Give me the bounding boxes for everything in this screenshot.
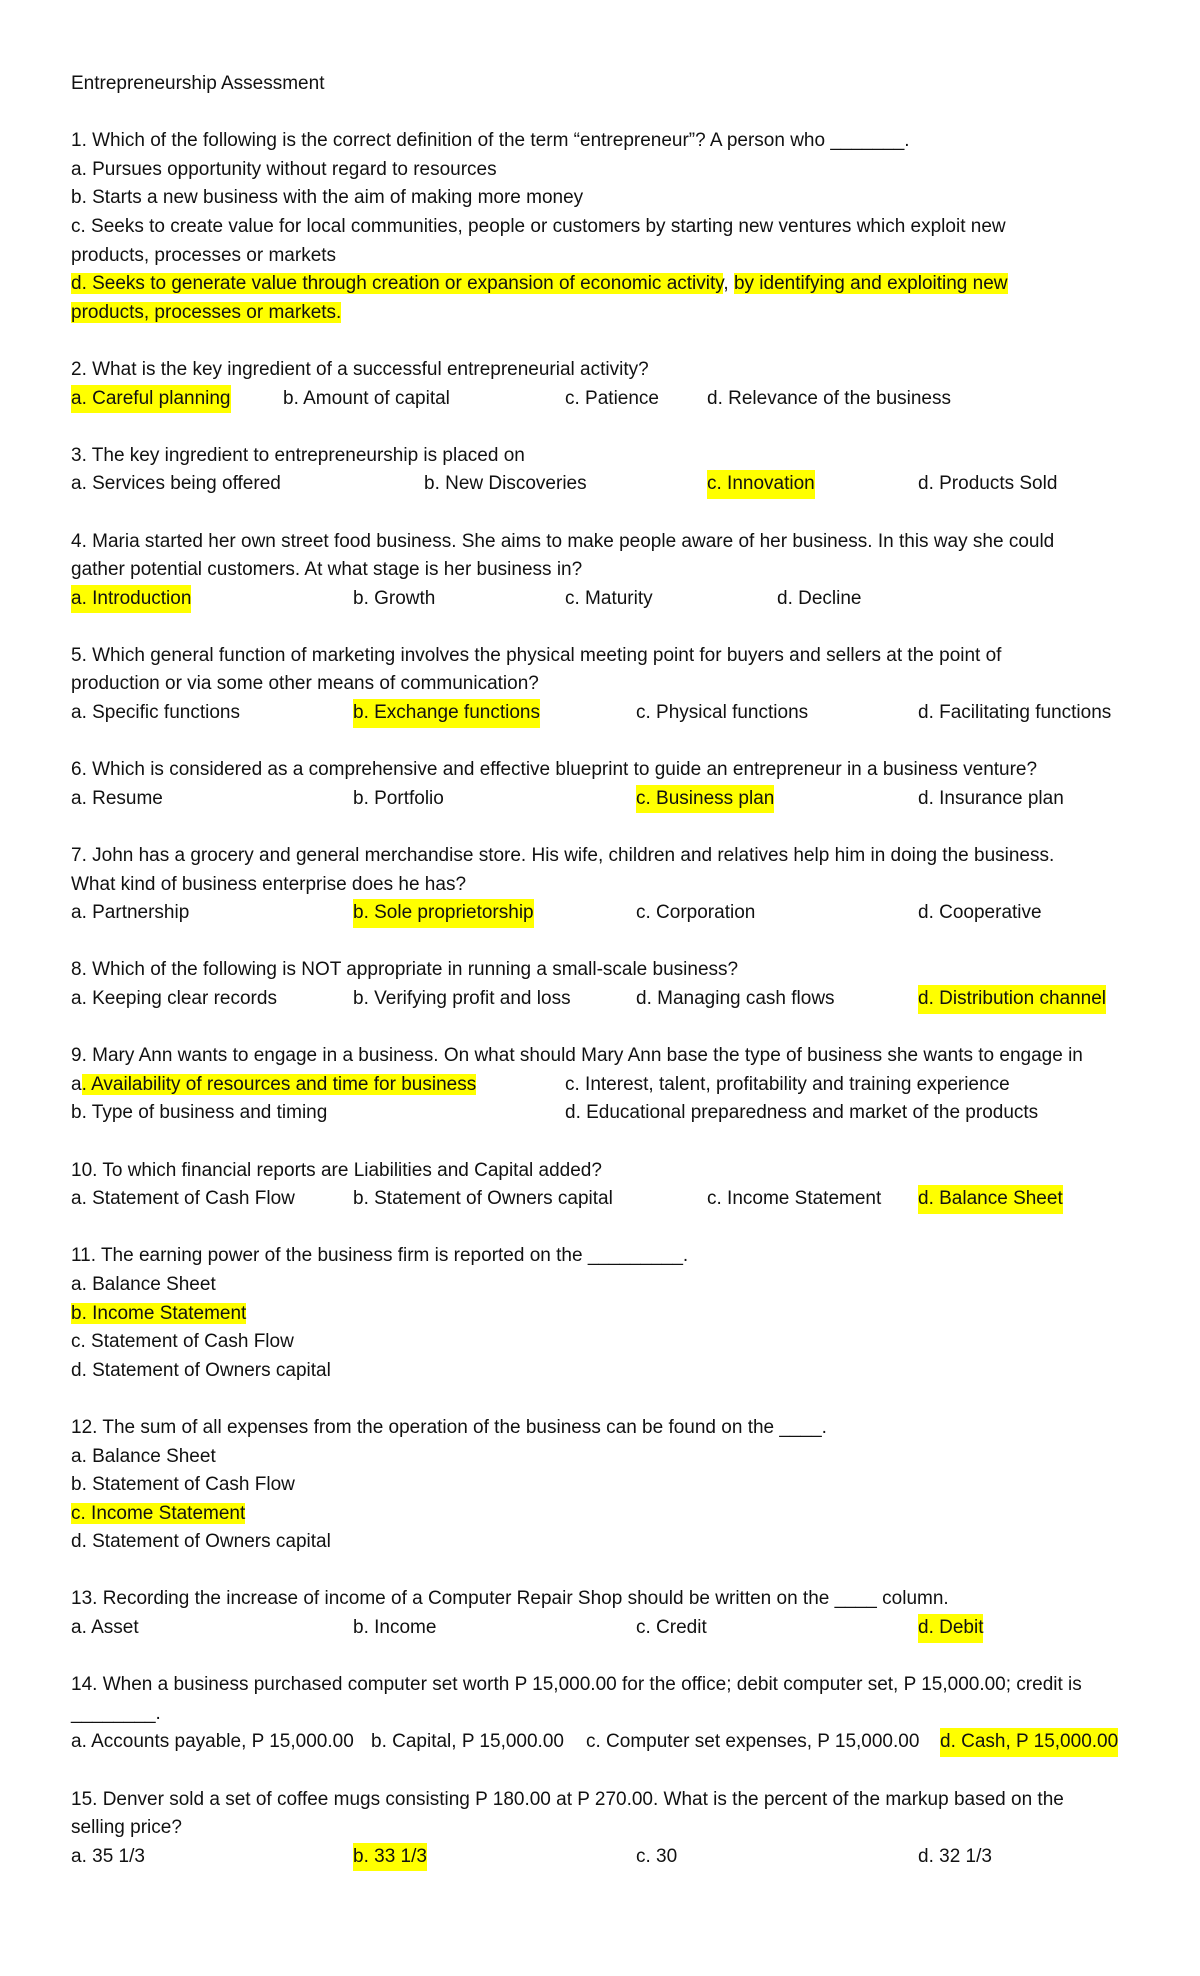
q3-option-a: a. Services being offered <box>71 473 281 495</box>
question-6: 6. Which is considered as a comprehensive and effective blueprint to guide an entrepreneur in a business venture? <box>71 759 1038 781</box>
q1-comma: , <box>723 273 729 295</box>
q3-option-d: d. Products Sold <box>918 473 1058 495</box>
question-1: 1. Which of the following is the correct definition of the term “entrepreneur”? A person who _______. <box>71 130 910 152</box>
question-4-line2: gather potential customers. At what stage is her business in? <box>71 559 583 581</box>
q1-answer-highlight: by identifying and exploiting new <box>733 273 1008 295</box>
q14-option-c: c. Computer set expenses, P 15,000.00 <box>586 1731 920 1753</box>
q15-option-c: c. 30 <box>636 1845 678 1867</box>
q8-option-b: b. Verifying profit and loss <box>353 988 571 1009</box>
q12-option-c-row <box>71 1500 1151 1529</box>
q3-option-c: c. Innovation <box>707 470 815 499</box>
question-14-line2: ________. <box>71 1702 161 1724</box>
q8-option-c: d. Managing cash flows <box>636 988 835 1009</box>
q9-option-d: d. Educational preparedness and market of the products <box>565 1102 1039 1124</box>
q1-option-d-line2 <box>71 299 1151 328</box>
q11-option-b-row <box>71 1300 1151 1329</box>
q11-option-c: c. Statement of Cash Flow <box>71 1331 294 1353</box>
q9-options-row1 <box>71 1071 1151 1100</box>
question-3: 3. The key ingredient to entrepreneurship is placed on <box>71 444 525 466</box>
q4-option-b: b. Growth <box>353 587 436 609</box>
q1-option-d-line1 <box>71 270 1151 299</box>
question-4-line1: 4. Maria started her own street food business. She aims to make people aware of her business. In this way she could <box>71 530 1055 552</box>
q6-option-a: a. Resume <box>71 787 163 809</box>
q12-option-c: c. Income Statement <box>71 1502 246 1524</box>
q6-option-d: d. Insurance plan <box>918 787 1064 809</box>
question-10: 10. To which financial reports are Liabilities and Capital added? <box>71 1159 602 1181</box>
q10-option-a: a. Statement of Cash Flow <box>71 1188 295 1210</box>
q2-option-b: b. Amount of capital <box>283 387 450 409</box>
q13-option-a: a. Asset <box>71 1617 139 1639</box>
question-14-line1: 14. When a business purchased computer set worth P 15,000.00 for the office; debit computer set, P 15,000.00; credit is <box>71 1674 1082 1696</box>
q4-option-c: c. Maturity <box>565 587 653 609</box>
q4-option-a: a. Introduction <box>71 585 191 614</box>
q15-options <box>71 1843 1151 1872</box>
question-13: 13. Recording the increase of income of a Computer Repair Shop should be written on the ____ column. <box>71 1588 949 1610</box>
q9-option-a-prefix: a <box>71 1073 82 1095</box>
q7-option-a: a. Partnership <box>71 902 190 924</box>
q9-answer-highlight: . Availability of resources and time for business <box>81 1073 477 1095</box>
q10-option-c: c. Income Statement <box>707 1188 882 1210</box>
q5-option-b: b. Exchange functions <box>353 699 540 728</box>
q7-option-c: c. Corporation <box>636 902 756 924</box>
question-2: 2. What is the key ingredient of a successful entrepreneurial activity? <box>71 358 649 380</box>
q10-option-b: b. Statement of Owners capital <box>353 1188 613 1210</box>
q2-option-c: c. Patience <box>565 387 659 409</box>
q9-options-row2 <box>71 1099 1151 1128</box>
question-7-line2: What kind of business enterprise does he has? <box>71 873 467 895</box>
question-5-line1: 5. Which general function of marketing involves the physical meeting point for buyers and sellers at the point of <box>71 644 1002 666</box>
document-body <box>71 70 1151 1871</box>
q6-options <box>71 785 1151 814</box>
document-title: Entrepreneurship Assessment <box>71 73 325 94</box>
q14-option-a: a. Accounts payable, P 15,000.00 <box>71 1731 354 1753</box>
q14-option-b: b. Capital, P 15,000.00 <box>371 1731 564 1753</box>
q15-option-b: b. 33 1/3 <box>353 1843 427 1872</box>
q7-options <box>71 899 1151 928</box>
question-7-line1: 7. John has a grocery and general merchandise store. His wife, children and relatives help him in doing the business. <box>71 845 1055 867</box>
q2-option-d: d. Relevance of the business <box>707 387 951 409</box>
q14-options <box>71 1728 1151 1757</box>
q2-options <box>71 385 1151 414</box>
q4-options <box>71 585 1151 614</box>
q11-option-d: d. Statement of Owners capital <box>71 1359 331 1381</box>
q9-option-b: b. Type of business and timing <box>71 1102 328 1124</box>
q8-options <box>71 985 1151 1014</box>
q5-option-d: d. Facilitating functions <box>918 702 1112 724</box>
q13-option-c: c. Credit <box>636 1617 707 1639</box>
q1-answer-highlight: products, processes or markets. <box>71 301 342 323</box>
q9-option-a <box>71 1071 476 1100</box>
q3-option-b: b. New Discoveries <box>424 473 587 495</box>
q13-option-d: d. Debit <box>918 1614 983 1643</box>
q1-option-b: b. Starts a new business with the aim of making more money <box>71 187 584 209</box>
q12-option-d: d. Statement of Owners capital <box>71 1531 331 1553</box>
q7-option-b: b. Sole proprietorship <box>353 899 534 928</box>
question-8: 8. Which of the following is NOT appropriate in running a small-scale business? <box>71 959 739 981</box>
q13-option-b: b. Income <box>353 1617 437 1639</box>
q1-option-a: a. Pursues opportunity without regard to resources <box>71 158 497 180</box>
q3-options <box>71 470 1151 499</box>
q9-option-c: c. Interest, talent, profitability and training experience <box>565 1073 1010 1095</box>
q6-option-c: c. Business plan <box>636 785 774 814</box>
q10-option-d: d. Balance Sheet <box>918 1185 1063 1214</box>
q11-option-b: b. Income Statement <box>71 1302 247 1324</box>
q8-option-a: a. Keeping clear records <box>71 988 277 1009</box>
q14-option-d: d. Cash, P 15,000.00 <box>940 1728 1118 1757</box>
q1-option-c-line2: products, processes or markets <box>71 244 337 266</box>
q4-option-d: d. Decline <box>777 587 862 609</box>
question-11: 11. The earning power of the business firm is reported on the _________. <box>71 1245 689 1267</box>
q15-option-a: a. 35 1/3 <box>71 1845 145 1867</box>
question-15-line1: 15. Denver sold a set of coffee mugs consisting P 180.00 at P 270.00. What is the percent of the markup based on the <box>71 1788 1064 1810</box>
q8-option-d: d. Distribution channel <box>918 985 1106 1014</box>
question-9: 9. Mary Ann wants to engage in a business. On what should Mary Ann base the type of business she wants to engage in <box>71 1045 1083 1067</box>
question-12: 12. The sum of all expenses from the operation of the business can be found on the ____. <box>71 1416 827 1438</box>
q5-option-a: a. Specific functions <box>71 702 240 724</box>
q11-option-a: a. Balance Sheet <box>71 1273 216 1295</box>
q5-option-c: c. Physical functions <box>636 702 809 724</box>
question-5-line2: production or via some other means of communication? <box>71 673 539 695</box>
q15-option-d: d. 32 1/3 <box>918 1845 992 1867</box>
q1-answer-highlight: d. Seeks to generate value through creation or expansion of economic activity <box>71 273 724 295</box>
question-15-line2: selling price? <box>71 1817 182 1839</box>
q2-option-a: a. Careful planning <box>71 385 231 414</box>
q6-option-b: b. Portfolio <box>353 787 444 809</box>
q13-options <box>71 1614 1151 1643</box>
q1-option-c-line1: c. Seeks to create value for local communities, people or customers by starting new ventures which exploit new <box>71 215 1006 237</box>
q10-options <box>71 1185 1151 1214</box>
q12-option-a: a. Balance Sheet <box>71 1445 216 1467</box>
q12-option-b: b. Statement of Cash Flow <box>71 1474 295 1496</box>
q7-option-d: d. Cooperative <box>918 902 1042 924</box>
q5-options <box>71 699 1151 728</box>
